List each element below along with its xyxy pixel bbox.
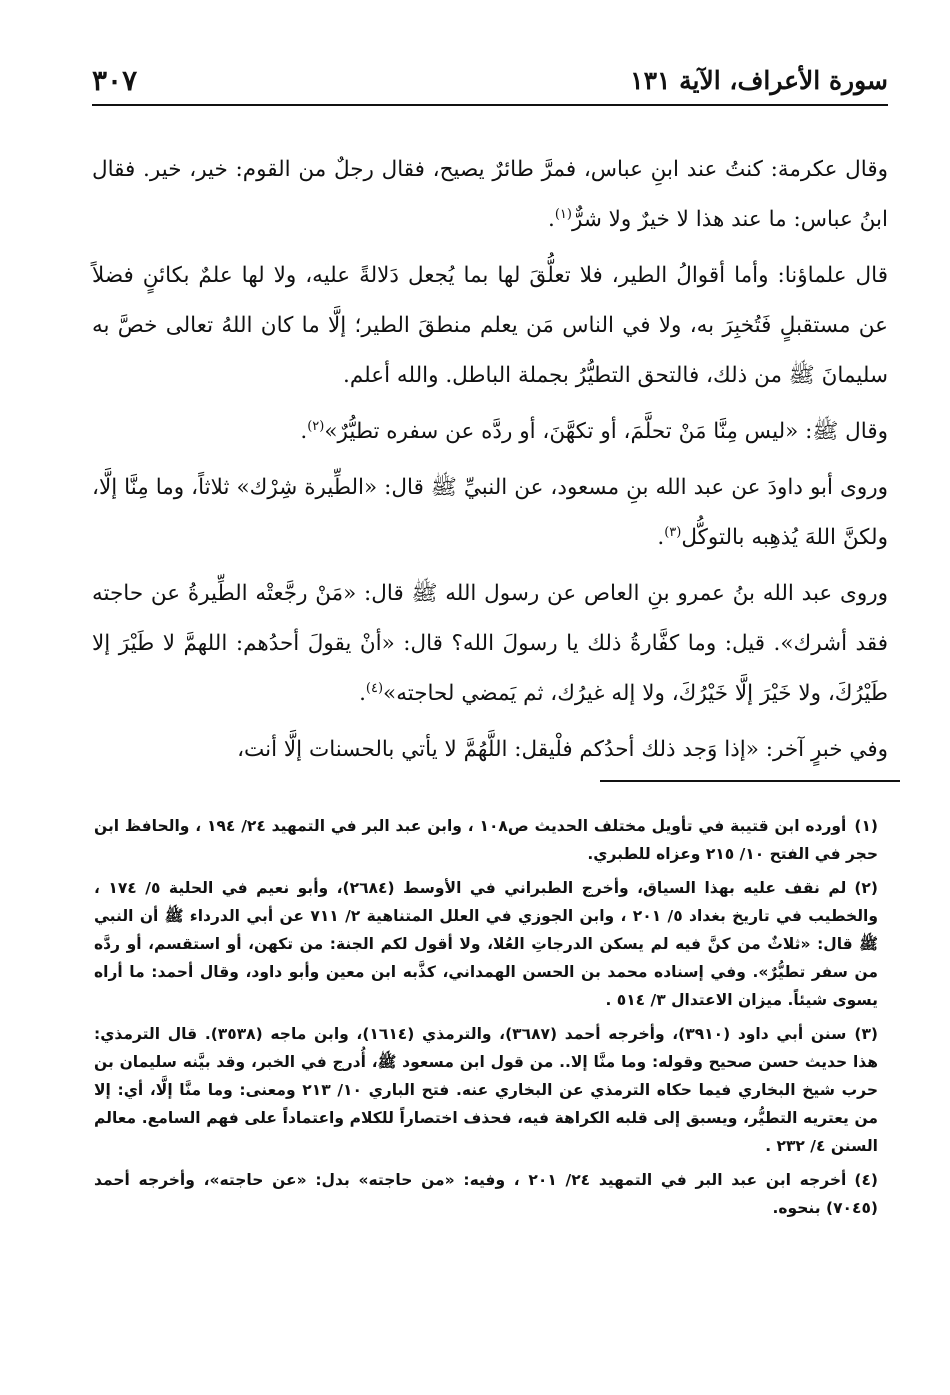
paragraph-text: وروى عبد الله بنُ عمرو بنِ العاص عن رسول الله ﷺ قال: «مَنْ رجَّعتْه الطِّيرةُ عن حاجته فقد أشرك». قيل: وما كفَّارةُ ذلك يا رسولَ الله؟ قال: «أنْ يقولَ أحدُهم: اللهمَّ لا طَيْرَ إلا طَيْرُكَ، ولا خَيْرَ إلَّا خَيْرُكَ، ولا إله غيرُك، ثم يَمضي لحاجته» xyxy=(92,581,888,706)
footnote-text: سنن أبي داود (٣٩١٠)، وأخرجه أحمد (٣٦٨٧)، والترمذي (١٦١٤)، وابن ماجه (٣٥٣٨). قال الترمذي: هذا حديث حسن صحيح وقوله: وما منَّا إلا.. من قول ابن مسعود ﷺ، أُدرج في الخبر، وقد بيَّنه سليمان بن حرب شيخ البخاري فيما حكاه الترمذي عن البخاري عنه. فتح الباري ١٠/ ٢١٣ ومعنى: وما منَّا إلَّا، أي: إلا من يعتريه التطيُّر، ويسبق إلى قلبه الكراهة فيه، فحذف اختصاراً للكلام واعتماداً على فهم السامع. معالم السنن ٤/ ٢٣٢ . xyxy=(94,1025,878,1155)
paragraph-another-report xyxy=(92,725,888,775)
footnote-ref-3: (٣) xyxy=(664,524,682,540)
footnote-text: أورده ابن قتيبة في تأويل مختلف الحديث ص١٠٨ ، وابن عبد البر في التمهيد ٢٤/ ١٩٤ ، والحافظ ابن حجر في الفتح ١٠/ ٢١٥ وعزاه للطبري. xyxy=(94,817,878,863)
paragraph-text: وقال عكرمة: كنتُ عند ابنِ عباس، فمرَّ طائرٌ يصيح، فقال رجلٌ من القوم: خير، خير. فقال ابنُ عباس: ما عند هذا لا خيرٌ ولا شرٌّ xyxy=(92,157,888,232)
page-number: ٣٠٧ xyxy=(92,64,138,97)
footnote-ref-1: (١) xyxy=(554,206,572,222)
footnote-number: (٤) xyxy=(854,1171,879,1189)
paragraph-scholars xyxy=(92,251,888,401)
paragraph-ikrimah: وقال عكرمة: كنتُ عند ابنِ عباس، فمرَّ طائرٌ يصيح، فقال رجلٌ من القوم: خير، خير. فقال ابنُ عباس: ما عند هذا لا خيرٌ ولا شرٌّ$^{(١)}$. xyxy=(92,157,888,232)
footnotes xyxy=(94,812,878,1228)
paragraph-text: وروى أبو داودَ عن عبد الله بنِ مسعود، عن النبيِّ ﷺ قال: «الطِّيرة شِرْك» ثلاثاً، وما مِنَّا إلَّا، ولكنَّ اللهَ يُذهِبه بالتوكُّل xyxy=(92,475,888,550)
header-divider xyxy=(92,104,888,106)
footnote-text: أخرجه ابن عبد البر في التمهيد ٢٤/ ٢٠١ ، وفيه: «من حاجته» بدل: «عن حاجته»، وأخرجه أحمد (٧٠٤٥) بنحوه. xyxy=(94,1171,878,1217)
footnote-text: لم نقف عليه بهذا السياق، وأخرج الطبراني في الأوسط (٢٦٨٤)، وأبو نعيم في الحلية ٥/ ١٧٤ ، والخطيب في تاريخ بغداد ٥/ ٢٠١ ، وابن الجوزي في العلل المتناهية ٢/ ٧١١ عن أبي الدرداء ﷺ أن النبي ﷺ قال: «ثلاثٌ من كنَّ فيه لم يسكن الدرجاتِ العُلا، ولا أقول لكم الجنة: من تكهن، أو استقسم، أو ردَّه من سفر تطيُّرٌ». وفي إسناده محمد بن الحسن الهمداني، كذَّبه ابن معين وأبو داود، وقال أحمد: ما أراه يسوى شيئاً. ميزان الاعتدال ٣/ ٥١٤ . xyxy=(94,879,878,1009)
footnote-2 xyxy=(94,874,878,1014)
footnote-number: (٢) xyxy=(854,879,878,897)
footnote-4 xyxy=(94,1166,878,1222)
footnote-1 xyxy=(94,812,878,868)
main-text xyxy=(92,145,888,781)
paragraph-text: وفي خبرٍ آخر: «إذا وَجد ذلك أحدُكم فلْيقل: اللَّهُمَّ لا يأتي بالحسنات إلَّا أنت، xyxy=(237,737,888,762)
paragraph-hadith-tatayyur: وقال ﷺ: «ليس مِنَّا مَنْ تحلَّمَ، أو تكهَّنَ، أو ردَّه عن سفره تطيُّرٌ»$^{(٢)}$. xyxy=(300,418,888,444)
footnote-divider xyxy=(600,780,900,782)
running-header xyxy=(92,62,888,106)
footnote-number: (٣) xyxy=(854,1025,879,1043)
footnote-ref-2: (٢) xyxy=(307,418,325,434)
footnote-number: (١) xyxy=(854,817,879,835)
paragraph-abdullah-ibn-amr: وروى عبد الله بنُ عمرو بنِ العاص عن رسول الله ﷺ قال: «مَنْ رجَّعتْه الطِّيرةُ عن حاجته فقد أشرك». قيل: وما كفَّارةُ ذلك يا رسولَ الله؟ قال: «أنْ يقولَ أحدُهم: اللهمَّ لا طَيْرَ إلا طَيْرُكَ، ولا خَيْرَ إلَّا خَيْرُكَ، ولا إله غيرُك، ثم يَمضي لحاجته»$^{(٤)}$. xyxy=(92,581,888,706)
paragraph-abu-dawud: وروى أبو داودَ عن عبد الله بنِ مسعود، عن النبيِّ ﷺ قال: «الطِّيرة شِرْك» ثلاثاً، وما مِنَّا إلَّا، ولكنَّ اللهَ يُذهِبه بالتوكُّل$^{(٣)}$. xyxy=(92,475,888,550)
footnote-3 xyxy=(94,1020,878,1160)
paragraph-text: قال علماؤنا: وأما أقوالُ الطير، فلا تعلُّقَ لها بما يُجعل دَلالةً عليه، ولا لها علمٌ بكائنٍ فضلاً عن مستقبلٍ فَتُخبِرَ به، ولا في الناس مَن يعلم منطقَ الطير؛ إلَّا ما كان اللهُ تعالى خصَّ به سليمانَ ﷺ من ذلك، فالتحق التطيُّرُ بجملة الباطل. والله أعلم. xyxy=(92,263,888,388)
footnote-ref-4: (٤) xyxy=(365,680,384,696)
header-title: سورة الأعراف، الآية ١٣١ xyxy=(630,66,888,95)
paragraph-text: وقال ﷺ: «ليس مِنَّا مَنْ تحلَّمَ، أو تكهَّنَ، أو ردَّه عن سفره تطيُّرٌ» xyxy=(324,419,888,444)
